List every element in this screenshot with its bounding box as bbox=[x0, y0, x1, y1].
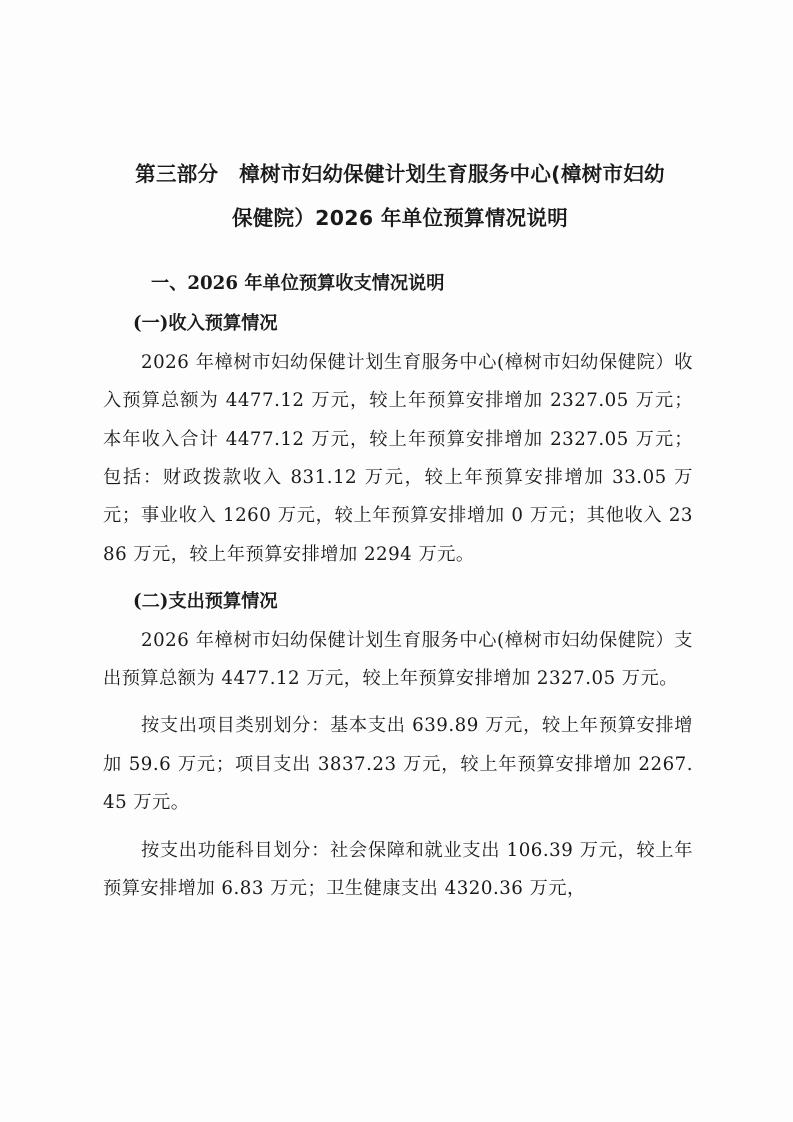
section-heading: 一、2026 年单位预算收支情况说明 bbox=[151, 273, 445, 294]
spacer bbox=[103, 823, 693, 832]
expenditure-paragraph-function: 按支出功能科目划分：社会保障和就业支出 106.39 万元，较上年预算安排增加 6.83 万元；卫生健康支出 4320.36 万元， bbox=[103, 839, 693, 900]
title-line-2: 保健院）2026 年单位预算情况说明 bbox=[231, 206, 569, 230]
spacer bbox=[103, 698, 693, 707]
expenditure-paragraph-total: 2026 年樟树市妇幼保健计划生育服务中心(樟树市妇幼保健院）支出预算总额为 4477.12 万元，较上年预算安排增加 2327.05 万元。 bbox=[103, 629, 693, 690]
expenditure-paragraph-category: 按支出项目类别划分：基本支出 639.89 万元，较上年预算安排增加 59.6 万元；项目支出 3837.23 万元，较上年预算安排增加 2267.45 万元。 bbox=[103, 715, 693, 814]
expenditure-heading: (二)支出预算情况 bbox=[133, 591, 278, 613]
document-body bbox=[103, 265, 693, 909]
title-line-1: 第三部分 樟树市妇幼保健计划生育服务中心(樟树市妇幼 bbox=[135, 162, 665, 186]
income-heading: (一)收入预算情况 bbox=[133, 313, 278, 335]
income-paragraph: 2026 年樟树市妇幼保健计划生育服务中心(樟树市妇幼保健院）收入预算总额为 4477.12 万元，较上年预算安排增加 2327.05 万元；本年收入合计 4477.12 万元，较上年预算安排增加 2327.05 万元；包括：财政拨款收入 831.12 万元，较上年预算安排增加 33.05 万元；事业收入 1260 万元，较上年预算安排增加 0 万元；其他收入 2386 万元，较上年预算安排增加 2294 万元。 bbox=[103, 351, 693, 565]
document-title bbox=[100, 152, 700, 240]
spacer bbox=[103, 574, 693, 583]
